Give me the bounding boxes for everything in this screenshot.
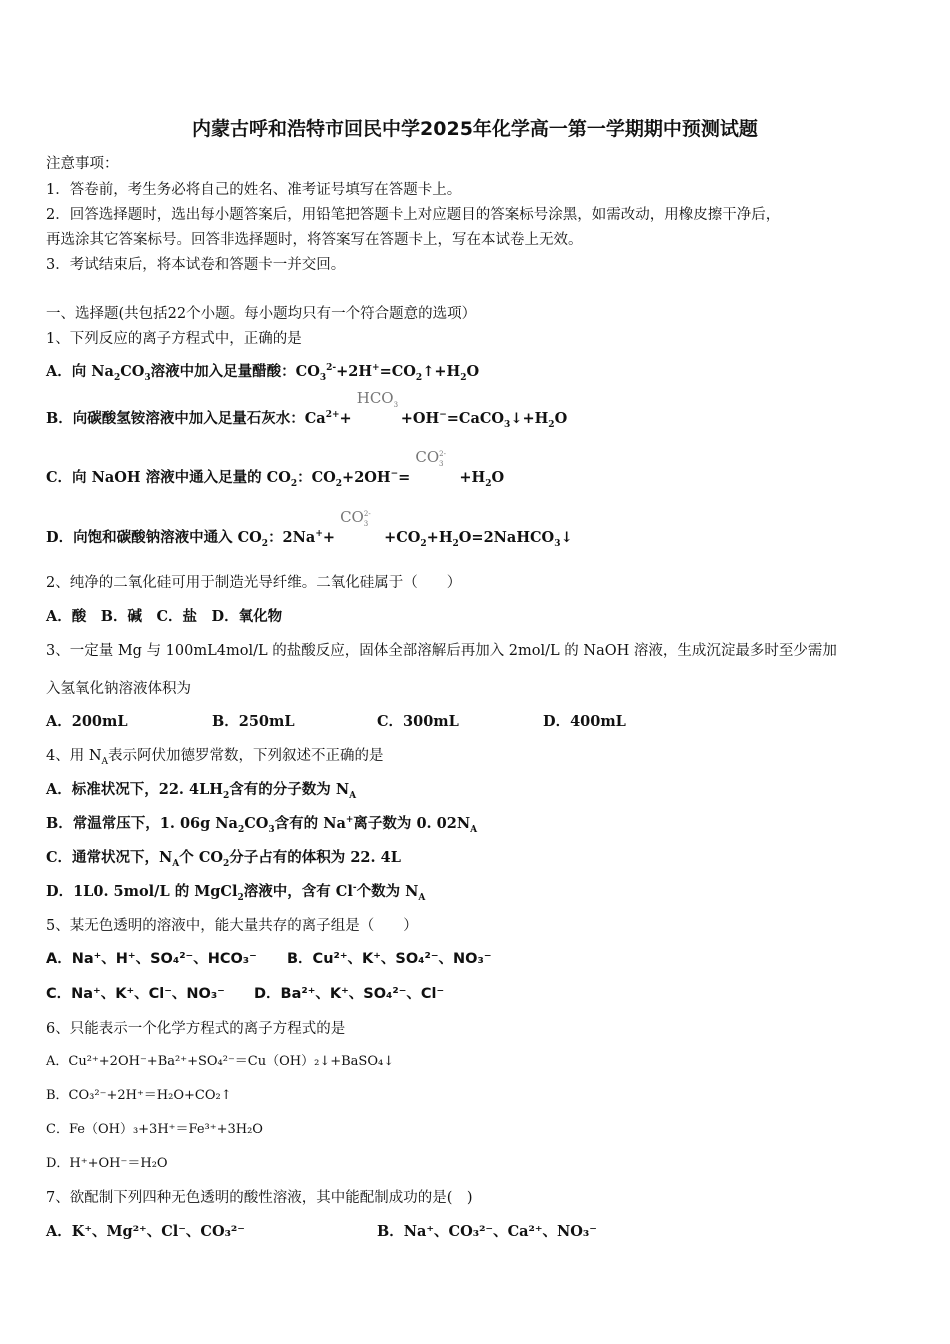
q4-stem: 4、用 $N_A$表示阿伏加德罗常数，下列叙述不正确的是: [46, 748, 384, 767]
notice-heading: 注意事项：: [46, 156, 119, 172]
q4-option-a: A．标准状况下，22. $4LH_2$含有的分子数为 $N_A$: [46, 781, 357, 801]
notice-item-2a: 2．回答选择题时，选出每小题答案后，用铅笔把答题卡上对应题目的答案标号涂黑，如需改动，用橡皮擦干净后，: [46, 207, 781, 223]
notice-item-1: 1．答卷前，考生务必将自己的姓名、准考证号填写在答题卡上。: [46, 182, 462, 198]
q2-stem: 2、纯净的二氧化硅可用于制造光导纤维。二氧化硅属于（ ）: [46, 575, 462, 591]
q3-option-d: D．400mL: [543, 713, 626, 730]
q6-option-a: A．Cu²⁺+2OH⁻+Ba²⁺+SO₄²⁻＝Cu（OH）₂↓+BaSO₄↓: [46, 1054, 395, 1069]
q2-options: A．酸 B．碱 C．盐 D．氧化物: [46, 608, 283, 625]
q3-option-c: C．300mL: [377, 713, 459, 730]
q6-option-c: C．Fe（OH）₃+3H⁺＝Fe³⁺+3H₂O: [46, 1122, 263, 1137]
q7-option-a: A．K⁺、Mg²⁺、Cl⁻、CO₃²⁻: [46, 1223, 245, 1240]
hco3-ion-figure: $HCO_3$: [356, 389, 399, 409]
q1-option-c: C．向 NaOH 溶液中通入足量的 $CO_2$：$CO_2+2OH^-=$ $CO^{2-}_3$ $+H_2O$: [46, 448, 505, 489]
q5-stem: 5、某无色透明的溶液中，能大量共存的离子组是（ ）: [46, 918, 418, 934]
q1-option-d: D．向饱和碳酸钠溶液中通入 $CO_2$：2Na++ $CO^{2-}_3$ $+CO_2+H_2O=2NaHCO_3↓$: [46, 508, 573, 549]
co3-ion-figure: $CO^{2-}_3$: [415, 448, 446, 468]
q3-stem-2: 入氢氧化钠溶液体积为: [46, 681, 191, 697]
q5-option-b: B．Cu²⁺、K⁺、SO₄²⁻、NO₃⁻: [287, 951, 492, 967]
q5-option-a: A．Na⁺、H⁺、SO₄²⁻、HCO₃⁻: [46, 951, 257, 967]
q5-option-c: C．Na⁺、K⁺、Cl⁻、NO₃⁻: [46, 986, 225, 1002]
q3-option-b: B．250mL: [212, 713, 295, 730]
q7-option-b: B．Na⁺、CO₃²⁻、Ca²⁺、NO₃⁻: [377, 1223, 597, 1240]
q3-stem-1: 3、一定量 Mg 与 100mL4mol/L 的盐酸反应，固体全部溶解后再加入 2mol/L 的 NaOH 溶液，生成沉淀最多时至少需加: [46, 643, 837, 659]
section-heading: 一、选择题(共包括22个小题。每小题均只有一个符合题意的选项）: [46, 306, 477, 322]
q5-option-d: D．Ba²⁺、K⁺、SO₄²⁻、Cl⁻: [254, 986, 445, 1002]
q1-stem: 1、下列反应的离子方程式中，正确的是: [46, 331, 302, 347]
q6-option-b: B．CO₃²⁻+2H⁺＝H₂O+CO₂↑: [46, 1088, 232, 1103]
notice-item-3: 3．考试结束后，将本试卷和答题卡一并交回。: [46, 257, 346, 273]
q6-option-d: D．H⁺+OH⁻＝H₂O: [46, 1156, 168, 1171]
page-title: 内蒙古呼和浩特市回民中学2025年化学高一第一学期期中预测试题: [192, 118, 758, 140]
q4-option-d: D．1L0. 5mol/L 的 MgCl$_2$溶液中，含有 Cl-个数为 $N_A$: [46, 883, 426, 903]
q6-stem: 6、只能表示一个化学方程式的离子方程式的是: [46, 1021, 346, 1037]
q1-option-a: A．向 $Na_2CO_3$溶液中加入足量醋酸：$CO_3^{2-}+2H^+=CO_2↑+H_2O$: [46, 363, 480, 383]
q1-option-b: B．向碳酸氢铵溶液中加入足量石灰水：$Ca^{2+}+$ $HCO_3$ $+OH^-=CaCO_3↓+H_2O$: [46, 389, 568, 430]
co3-ion-figure: $CO^{2-}_3$: [340, 508, 371, 528]
q7-stem: 7、欲配制下列四种无色透明的酸性溶液，其中能配制成功的是( ): [46, 1190, 473, 1206]
q3-option-a: A．200mL: [46, 713, 128, 730]
q4-option-c: C．通常状况下，$N_A$个 $CO_2$分子占有的体积为 22. 4L: [46, 849, 401, 869]
q4-option-b: B．常温常压下，1. 06g $Na_2CO_3$含有的 Na+离子数为 0. $02N_A$: [46, 815, 478, 835]
notice-item-2b: 再选涂其它答案标号。回答非选择题时，将答案写在答题卡上，写在本试卷上无效。: [46, 232, 583, 248]
